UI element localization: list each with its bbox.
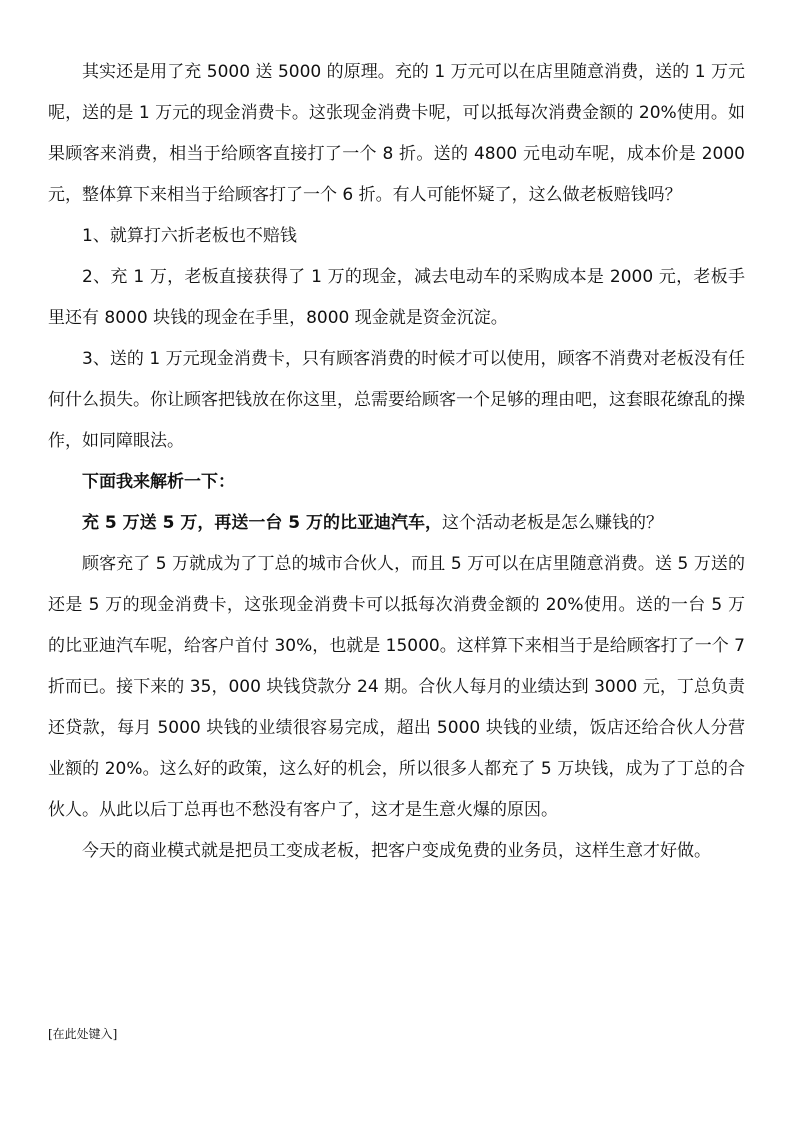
paragraph-principle: 其实还是用了充 5000 送 5000 的原理。充的 1 万元可以在店里随意消费，送的 1 万元呢，送的是 1 万元的现金消费卡。这张现金消费卡呢，可以抵每次消费金额的 20%使用。如果顾客来消费，相当于给顾客直接打了一个 8 折。送的 4800 元电动车呢，成本价是 2000 元，整体算下来相当于给顾客打了一个 6 折。有人可能怀疑了，这么做老板赔钱吗？ [48, 62, 745, 205]
paragraph-point-2: 2、充 1 万，老板直接获得了 1 万的现金，减去电动车的采购成本是 2000 元，老板手里还有 8000 块钱的现金在手里，8000 现金就是资金沉淀。 [48, 267, 745, 328]
question-bold-lead: 充 5 万送 5 万，再送一台 5 万的比亚迪汽车， [82, 513, 442, 533]
footer-placeholder[interactable]: [在此处键入] [48, 1027, 118, 1041]
paragraph-question [48, 503, 745, 544]
paragraph-partner-analysis: 顾客充了 5 万就成为了丁总的城市合伙人，而且 5 万可以在店里随意消费。送 5 万送的还是 5 万的现金消费卡，这张现金消费卡可以抵每次消费金额的 20%使用。送的一台 5 万的比亚迪汽车呢，给客户首付 30%，也就是 15000。这样算下来相当于是给顾客打了一个 7 折而已。接下来的 35，000 块钱贷款分 24 期。合伙人每月的业绩达到 3000 元，丁总负责还贷款，每月 5000 块钱的业绩很容易完成，超出 5000 块钱的业绩，饭店还给合伙人分营业额的 20%。这么好的政策，这么好的机会，所以很多人都充了 5 万块钱，成为了丁总的合伙人。从此以后丁总再也不愁没有客户了，这才是生意火爆的原因。 [48, 554, 745, 820]
paragraph-point-3: 3、送的 1 万元现金消费卡，只有顾客消费的时候才可以使用，顾客不消费对老板没有任何什么损失。你让顾客把钱放在你这里，总需要给顾客一个足够的理由吧，这套眼花缭乱的操作，如同障眼法。 [48, 349, 745, 451]
question-rest: 这个活动老板是怎么赚钱的？ [442, 513, 663, 533]
document-body [48, 52, 745, 872]
section-heading: 下面我来解析一下： [82, 472, 235, 492]
paragraph-business-model: 今天的商业模式就是把员工变成老板，把客户变成免费的业务员，这样生意才好做。 [82, 841, 711, 861]
paragraph-point-1: 1、就算打六折老板也不赔钱 [82, 226, 297, 246]
